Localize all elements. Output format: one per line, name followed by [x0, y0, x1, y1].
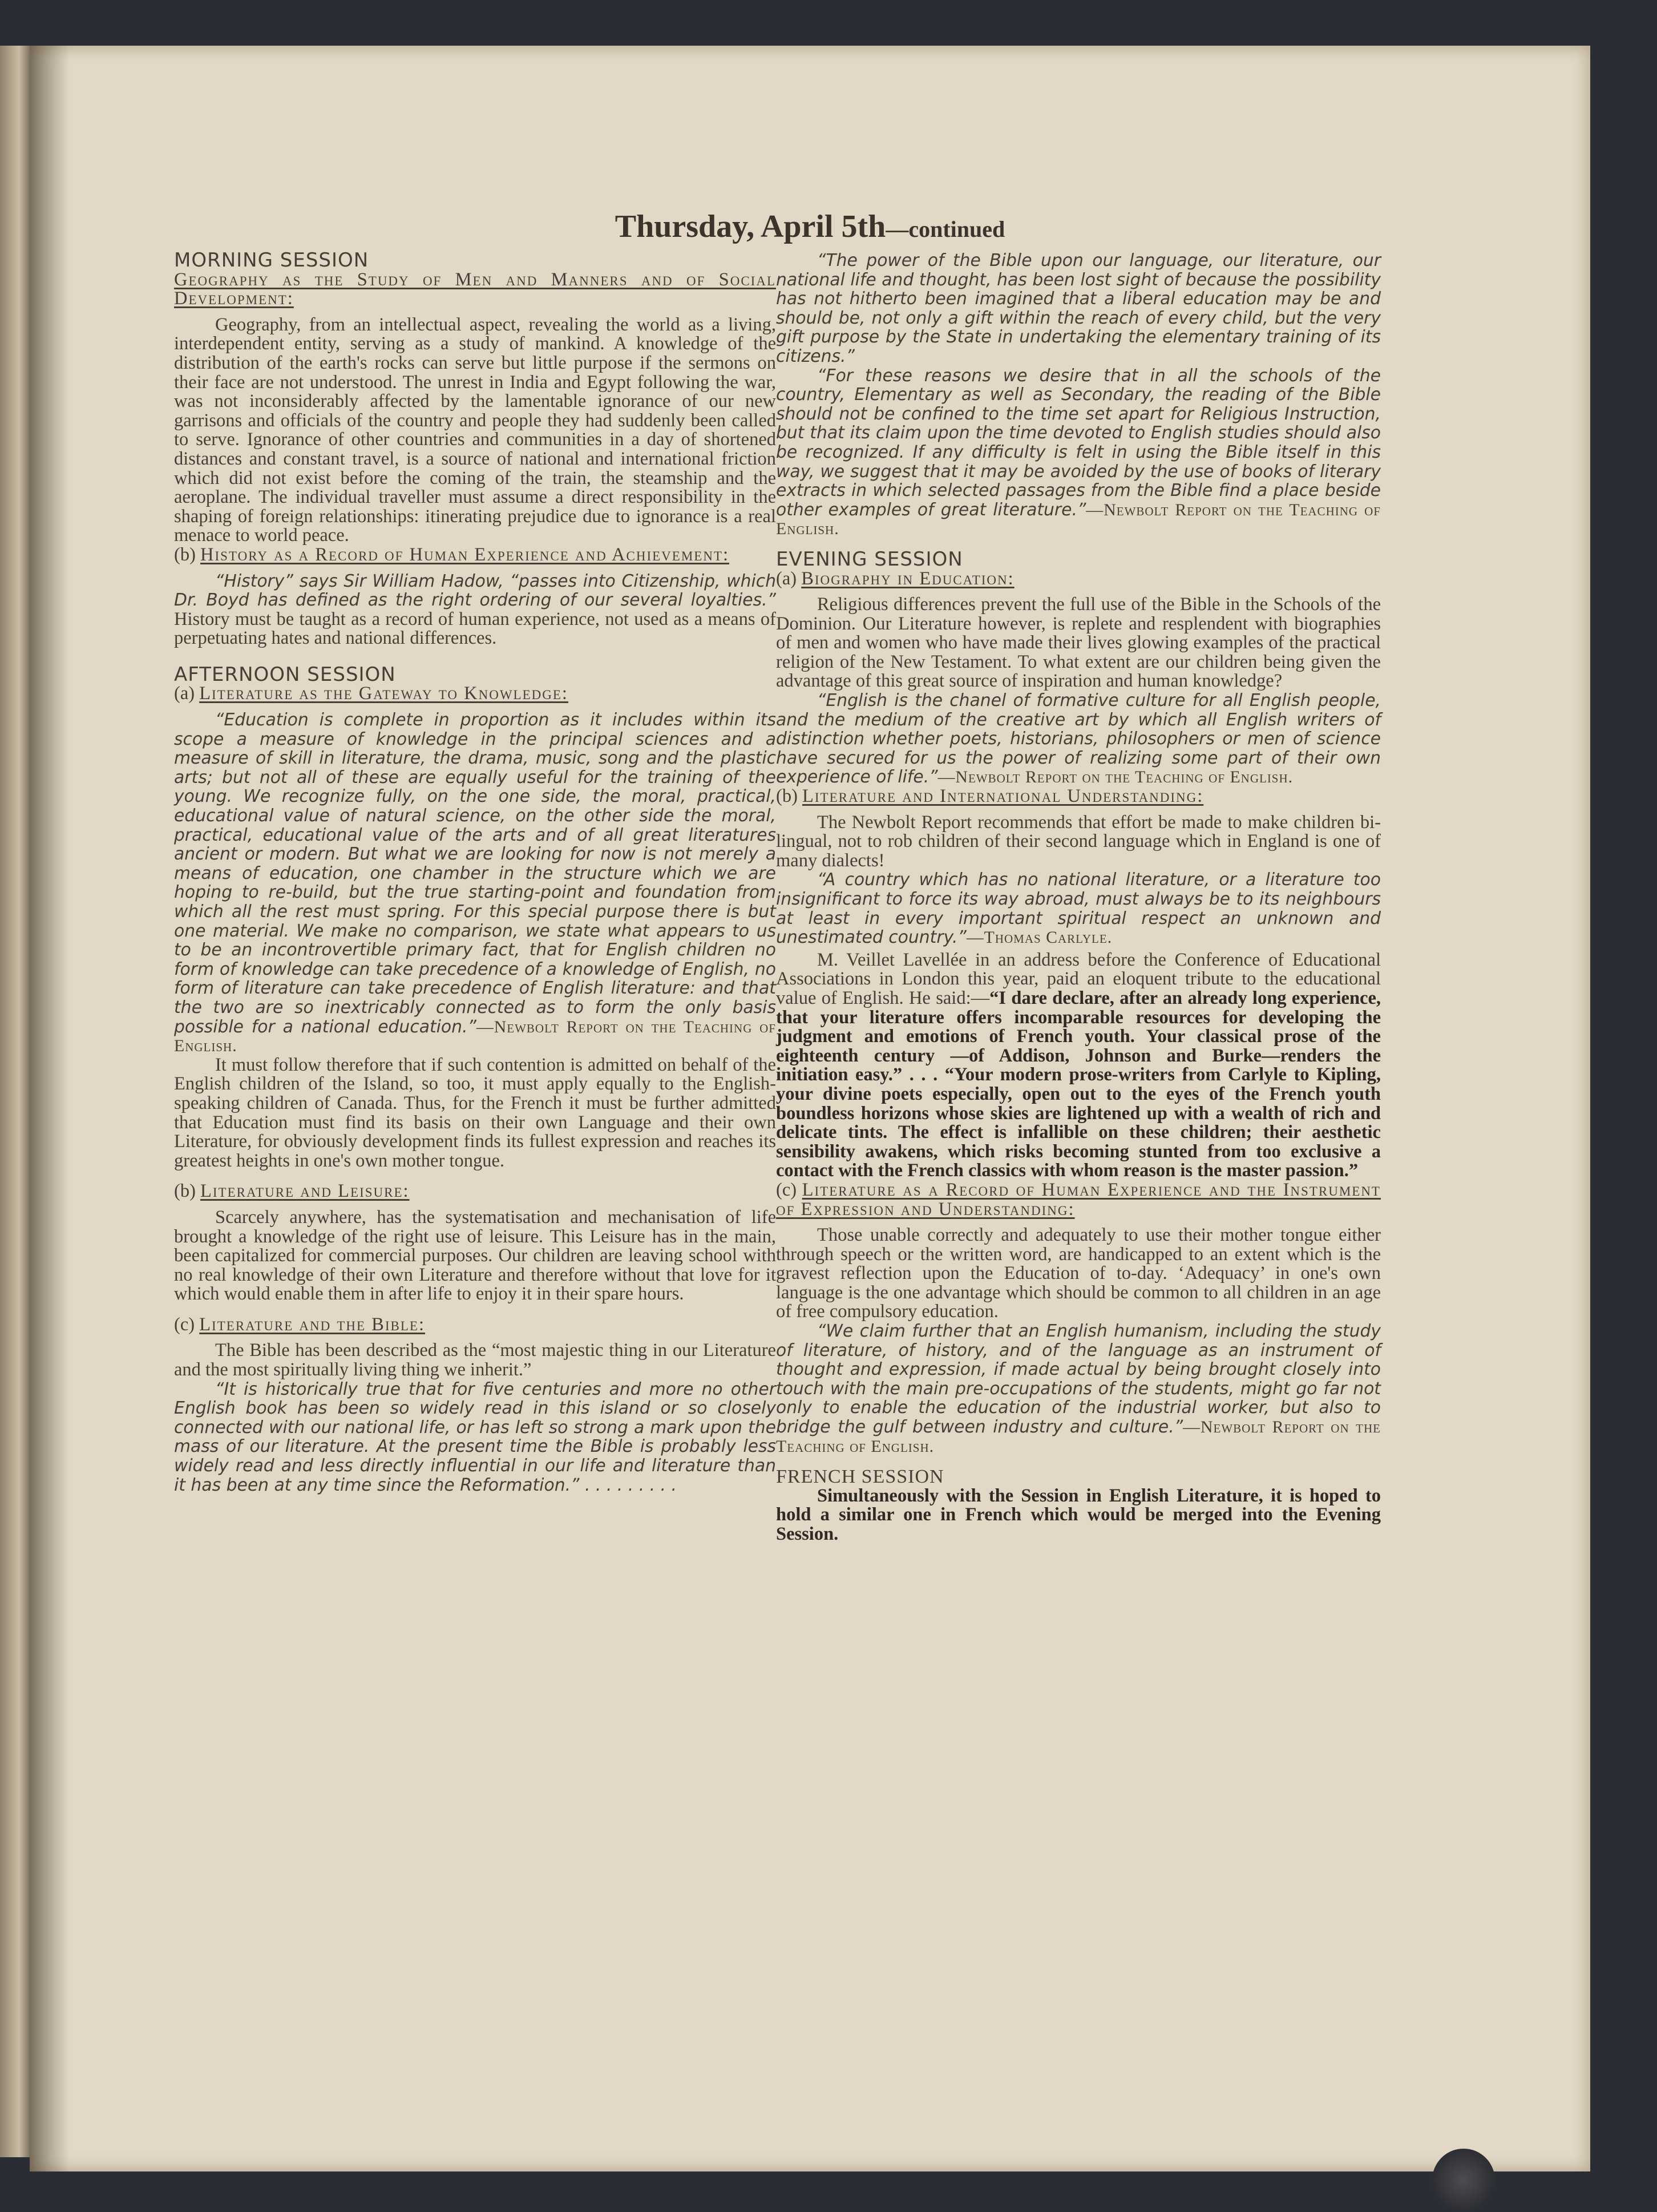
humanism-quote — [776, 1322, 1381, 1456]
title-main: Thursday, April 5th — [615, 209, 886, 244]
leisure-prefix: (b) — [174, 1181, 196, 1202]
international-heading-text: Literature and International Understanding: — [802, 786, 1204, 807]
geography-heading-text: Geography as the Study of Men and Manners and of Social Development: — [174, 269, 776, 309]
carlyle-quote-text: “A country which has no national literature, or a literature too insignificant to force its way abroad, must always be to its neighbours at least in every important spiritual respect an unknown and unestimated country.” — [776, 870, 1381, 948]
bible-paragraph: The Bible has been described as the “most majestic thing in our Literature and the most spiritually living thing we inherit.” — [174, 1340, 776, 1381]
literature-knowledge-paragraph: It must follow therefore that if such contention is admitted on behalf of the English children of the Island, so too, it must apply equally to the English-speaking children of Canada. Thus, for the French it must be further admitted that Education must find its basis on their own Language and their own Literature, for obviously development finds its fullest expression and reaches its greatest heights in one's own mother tongue. — [174, 1054, 776, 1171]
expression-paragraph: Those unable correctly and adequately to use their mother tongue either through speech or the written word, are handicapped to an extent which is the gravest reflection upon the Education of to-day. ‘Adequacy’ in one's own language is the one advantage which should be common to all children in an age of free compulsory education. — [776, 1225, 1381, 1322]
page-title — [30, 208, 1590, 245]
education-quote-text: “Education is complete in proportion as it includes within its scope a measure of knowledge in the principal sciences and a measure of skill in literature, the drama, music, song and the plastic arts; but not all of these are equally useful for the training of the young. We recognize fully, on the one side, the moral, practical, educational value of natural science, on the other side the moral, practical, educational value of the arts and of all great literatures ancient or modern. But what we are looking for now is not merely a means of education, one chamber in the structure which we are hoping to re-build, but the true starting-point and foundation from which all the rest must spring. For this special purpose there is but one material. We make no comparison, we state what appears to us to be an incontrovertible primary fact, that for English children no form of knowledge can take precedence of a knowledge of English, no form of literature can take precedence of English literature: and that the two are so inextricably connected as to form the only basis possible for a national education.” — [174, 710, 776, 1037]
literature-knowledge-heading — [174, 684, 776, 704]
biography-heading — [776, 570, 1381, 589]
international-paragraph: The Newbolt Report recommends that effort be made to make children bi-lingual, not to rob children of their second language which in England is one of many dialects! — [776, 812, 1381, 871]
biography-prefix: (a) — [776, 568, 797, 589]
international-heading — [776, 787, 1381, 806]
newbolt-citation: —Newbolt Report on the Teaching of English. — [937, 768, 1294, 787]
page-binding-shadow — [30, 46, 70, 2171]
history-heading-text: History as a Record of Human Experience and Achievement: — [200, 544, 730, 565]
leisure-paragraph: Scarcely anywhere, has the systematisation and mechanisation of life brought a knowledge of the right use of leisure. This Leisure has in the main, been capitalized for commercial purposes. Our children are leaving school with no real knowledge of their own Literature and therefore without that love for it which would enable them in after life to enjoy it in their spare hours. — [174, 1206, 776, 1305]
reasons-quote-text: “For these reasons we desire that in all the schools of the country, Elementary as well as Secondary, the reading of the Bible should not be confined to the time set apart for Religious Instruction, but that its claim upon the time devoted to English studies should also be recognized. If any difficulty is felt in using the Bible itself in this way, we suggest that it may be avoided by the use of books of literary extracts in which selected passages from the Bible find a place beside other examples of great literature.” — [776, 365, 1381, 520]
chanel-quote-text: “English is the chanel of formative culture for all English people, and the medium of the creative art by which all English writers of distinction whether poets, historians, philosophers or men of science have secured for us the power of realizing some part of their own experience of life.” — [776, 691, 1381, 788]
bible-quote: “It is historically true that for five centuries and more no other English book has been so widely read in this island or so closely connected with our national life, or has left so strong a mark upon the mass of our literature. At the present time the Bible is probably less widely read and less directly influential in our life and literature than it has been at any time since the Reformation.” . . . . . . . . . — [174, 1379, 776, 1495]
hadow-quote: “History” says Sir William Hadow, “passes into Citizenship, which Dr. Boyd has defined as the right ordering of our several loyalties.” — [174, 571, 776, 611]
bible-quote-reasons — [776, 366, 1381, 539]
international-prefix: (b) — [776, 786, 798, 807]
biography-heading-text: Biography in Education: — [801, 568, 1015, 589]
literature-bible-heading — [174, 1315, 776, 1335]
history-text: History must be taught as a record of human experience, not used as a means of perpetuating hates and national differences. — [174, 608, 776, 649]
leisure-heading-text: Literature and Leisure: — [200, 1181, 410, 1202]
history-prefix: (b) — [174, 544, 196, 565]
newbolt-citation: —Newbolt Report on the Teaching of English. — [776, 500, 1381, 539]
french-session-heading: FRENCH SESSION — [776, 1466, 944, 1488]
expression-heading — [776, 1181, 1381, 1219]
previous-page-edge — [0, 46, 34, 2157]
geography-paragraph: Geography, from an intellectual aspect, revealing the world as a living, interdependent entity, serving as a study of mankind. A knowledge of the distribution of the earth's rocks can serve but little purpose if the sermons on their face are not understood. The unrest in India and Egypt following the war, was not inconsiderably affected by the lamentable ignorance of our new garrisons and officials of the country and people they had suddenly been called to serve. Ignorance of other countries and communities in a day of shortened distances and constant travel, is a source of national and international friction which did not exist before the coming of the train, the steamship and the aeroplane. The individual traveller must assume a direct responsibility in the shaping of foreign relationships: itinerating prejudice due to ignorance is a real menace to world peace. — [174, 314, 776, 546]
history-heading — [174, 546, 776, 565]
humanism-quote-text: “We claim further that an English humanism, including the study of literature, of history, and of the language as an instrument of thought and expression, if made actual by being brought closely into touch with the main pre-occupations of the students, might go far not only to enable the education of the industrial worker, but also to bridge the gulf between industry and culture.” — [776, 1321, 1381, 1438]
title-continued: —continued — [886, 216, 1005, 242]
carlyle-citation: —Thomas Carlyle. — [966, 928, 1113, 947]
morning-session-heading: MORNING SESSION — [174, 249, 369, 272]
bible-prefix: (c) — [174, 1314, 195, 1335]
left-column — [174, 251, 776, 1495]
scanner-corner-object — [1432, 2149, 1495, 2211]
newbolt-education-quote — [174, 711, 776, 1056]
evening-session-heading: EVENING SESSION — [776, 547, 963, 571]
literature-knowledge-heading-text: Literature as the Gateway to Knowledge: — [199, 683, 568, 704]
bible-heading-text: Literature and the Bible: — [199, 1314, 425, 1335]
literature-leisure-heading — [174, 1182, 776, 1201]
right-column — [776, 251, 1381, 1544]
literature-knowledge-prefix: (a) — [174, 683, 195, 704]
biography-paragraph: Religious differences prevent the full use of the Bible in the Schools of the Dominion. Our Literature however, is replete and resplendent with biographies of men and women who have made their lives glowing examples of the practical religion of the New Testament. To what extent are our children being given the advantage of this great source of inspiration and human knowledge? — [776, 594, 1381, 692]
expression-prefix: (c) — [776, 1179, 797, 1200]
geography-heading — [174, 271, 776, 309]
lavellee-paragraph — [776, 951, 1381, 1181]
lavellee-quote: “I dare declare, after an already long experience, that your literature offers incomparable resources for developing the judgment and emotions of French youth. Your classical prose of the eighteenth century —of Addison, Johnson and Burke—renders the initiation easy.” . . . “Your modern prose-writers from Carlyle to Kipling, your divine poets especially, open out to the eyes of the French youth boundless horizons whose skies are lightened up with a wealth of rich and delicate tints. The effect is infallible on these children; their aesthetic sensibility awakens, which risks becoming stunted from too exclusive a contact with the French classics with whom reason is the master passion.” — [776, 987, 1381, 1181]
history-paragraph — [174, 572, 776, 648]
lavellee-intro: M. Veillet Lavellée in an address before the Conference of Educational Associations in London this year, paid an eloquent tribute to the educational value of English. He said:— — [776, 949, 1381, 1008]
newbolt-citation: —Newbolt Report on the Teaching of English. — [776, 1418, 1381, 1456]
carlyle-quote — [776, 870, 1381, 947]
french-session-paragraph: Simultaneously with the Session in English Literature, it is hoped to hold a similar one in French which would be merged into the Evening Session. — [776, 1485, 1381, 1544]
afternoon-session-heading: AFTERNOON SESSION — [174, 663, 396, 686]
english-chanel-quote — [776, 691, 1381, 787]
newbolt-citation: —Newbolt Report on the Teaching of English. — [174, 1017, 776, 1056]
bible-quote-continued: “The power of the Bible upon our language, our literature, our national life and thought, has been lost sight of because the possibility has not hitherto been imagined that a liberal education may be and should be, not only a gift within the reach of every child, but the very gift purpose by the State in undertaking the elementary training of its citizens.” — [776, 251, 1381, 366]
expression-heading-text: Literature as a Record of Human Experience and the Instrument of Expression and Understanding: — [776, 1179, 1381, 1220]
